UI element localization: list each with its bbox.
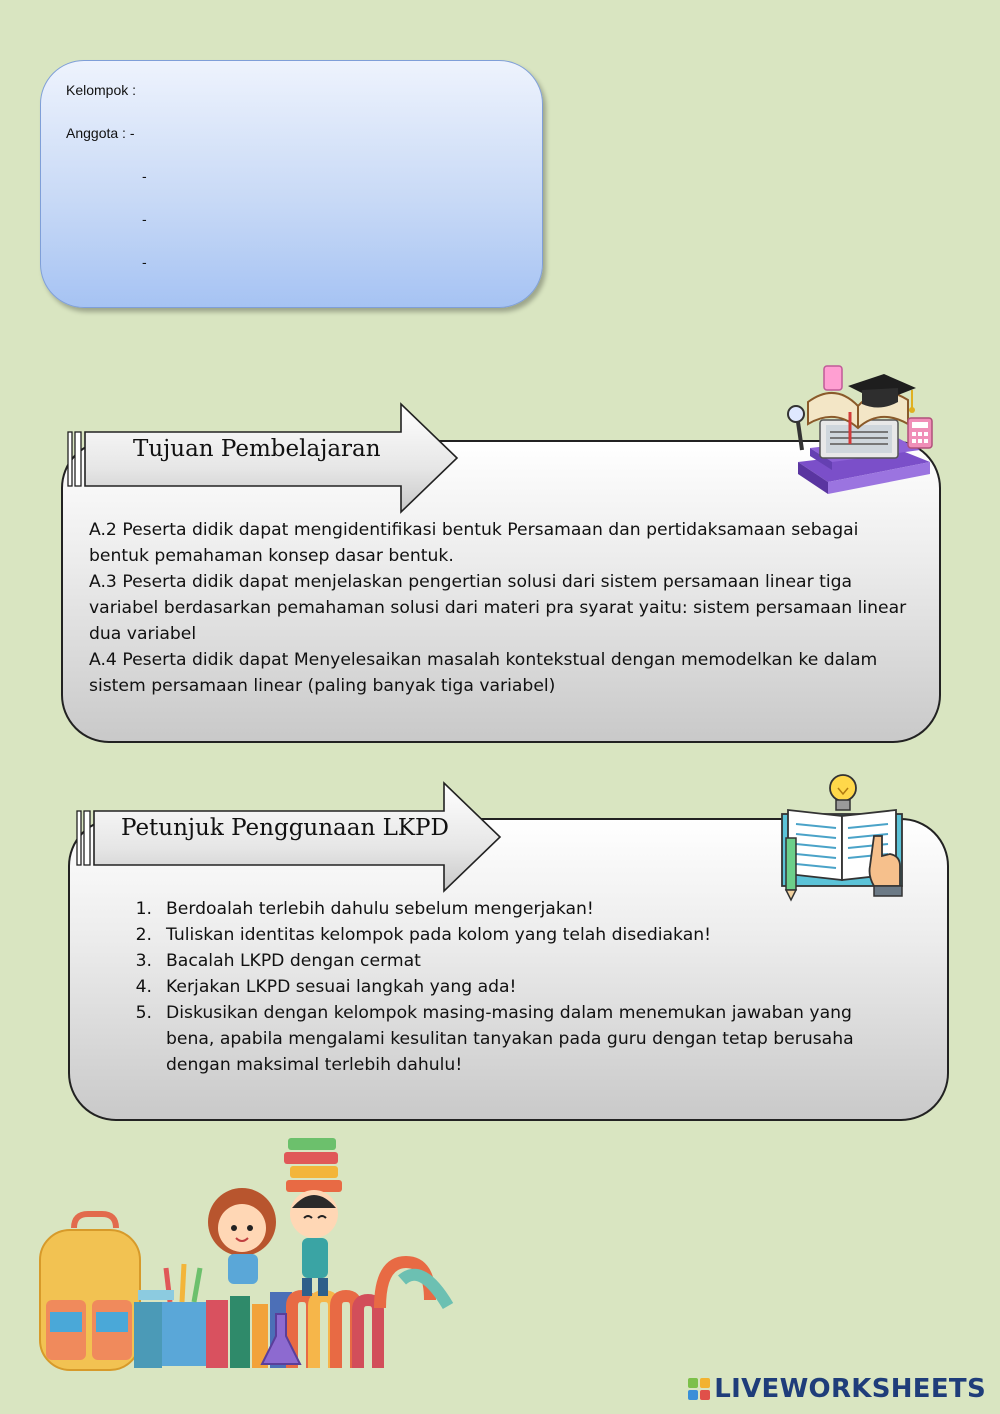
step-text: Berdoalah terlebih dahulu sebelum mengerjakan!: [166, 899, 594, 919]
step-number: 1.: [135, 899, 152, 919]
step-number: 4.: [135, 977, 152, 997]
petunjuk-steps: [128, 896, 898, 1078]
step-item: [128, 948, 898, 974]
member-line-1: -: [142, 168, 147, 184]
step-text: Tuliskan identitas kelompok pada kolom yang telah disediakan!: [166, 925, 712, 945]
graduation-laptop-books-icon: [780, 362, 940, 502]
step-item: [128, 1000, 898, 1078]
kelompok-label: Kelompok :: [66, 82, 137, 98]
step-item: [128, 922, 898, 948]
step-number: 2.: [135, 925, 152, 945]
member-line-3: -: [142, 254, 147, 270]
liveworksheets-brand-text: LIVEWORKSHEETS: [714, 1374, 986, 1404]
anggota-label: Anggota : -: [66, 125, 135, 141]
step-number: 5.: [135, 1003, 152, 1023]
step-text: Kerjakan LKPD sesuai langkah yang ada!: [166, 977, 517, 997]
member-line-2: -: [142, 211, 147, 227]
tujuan-text: [89, 517, 919, 699]
liveworksheets-logo: [688, 1374, 986, 1404]
step-number: 3.: [135, 951, 152, 971]
children-books-school-illustration: [30, 1130, 460, 1375]
liveworksheets-logo-icon: [688, 1378, 710, 1400]
step-text: Diskusikan dengan kelompok masing-masing dalam menemukan jawaban yang bena, apabila mengalami kesulitan tanyakan pada guru dengan tetap berusaha dengan maksimal terlebih dahulu!: [166, 1003, 854, 1075]
step-item: [128, 974, 898, 1000]
open-book-lightbulb-icon: [778, 770, 913, 905]
step-text: Bacalah LKPD dengan cermat: [166, 951, 421, 971]
tujuan-paragraph-a3: A.3 Peserta didik dapat menjelaskan pengertian solusi dari sistem persamaan linear tiga variabel berdasarkan pemahaman solusi dari materi pra syarat yaitu: sistem persamaan linear dua variabel: [89, 572, 907, 644]
petunjuk-title: Petunjuk Penggunaan LKPD: [121, 815, 449, 841]
tujuan-paragraph-a4: A.4 Peserta didik dapat Menyelesaikan masalah kontekstual dengan memodelkan ke dalam sistem persamaan linear (paling banyak tiga variabel): [89, 650, 878, 696]
tujuan-paragraph-a2: A.2 Peserta didik dapat mengidentifikasi bentuk Persamaan dan pertidaksamaan sebagai bentuk pemahaman konsep dasar bentuk.: [89, 520, 859, 566]
group-identity-box: [40, 60, 543, 308]
tujuan-title: Tujuan Pembelajaran: [133, 436, 381, 462]
